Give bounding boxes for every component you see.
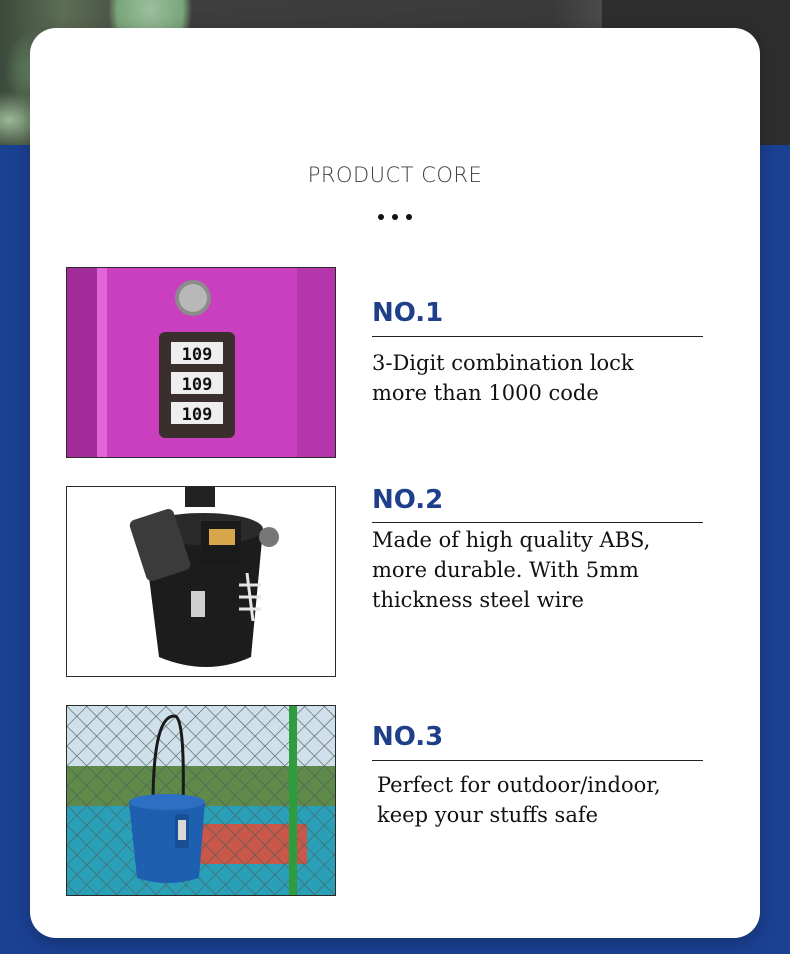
dot [392,214,398,220]
dial-digit-3: 109 [181,405,213,425]
feature-description-3 [377,770,717,830]
combination-dial-icon [178,820,186,840]
feature-number-2: NO.2 [372,485,444,515]
combination-dial-icon [191,591,205,617]
feature-description-2-line-2: more durable. With 5mm [372,558,639,582]
ellipsis-decoration [0,205,790,224]
lock-box-with-valuables-image [66,486,336,677]
feature-description-1-line-1: 3-Digit combination lock [372,351,634,375]
dot [406,214,412,220]
earphones-icon [259,527,279,547]
lock-box-on-fence-image [66,705,336,896]
section-title: PRODUCT CORE [307,163,483,187]
feature-description-2 [372,525,712,615]
dot [378,214,384,220]
feature-divider-3 [372,760,703,761]
feature-description-3-line-1: Perfect for outdoor/indoor, [377,773,661,797]
feature-number-1: NO.1 [372,298,444,328]
combination-lock-closeup-image [66,267,336,458]
feature-description-1-line-2: more than 1000 code [372,381,599,405]
lock-box-body-icon [129,802,205,883]
feature-divider-1 [372,336,703,337]
feature-description-1 [372,348,712,408]
feature-divider-2 [372,522,703,523]
dial-digit-2: 109 [181,375,213,395]
feature-number-3: NO.3 [372,722,444,752]
feature-description-3-line-2: keep your stuffs safe [377,803,599,827]
feature-description-2-line-1: Made of high quality ABS, [372,528,651,552]
dial-digit-1: 109 [181,345,213,365]
feature-description-2-line-3: thickness steel wire [372,588,584,612]
